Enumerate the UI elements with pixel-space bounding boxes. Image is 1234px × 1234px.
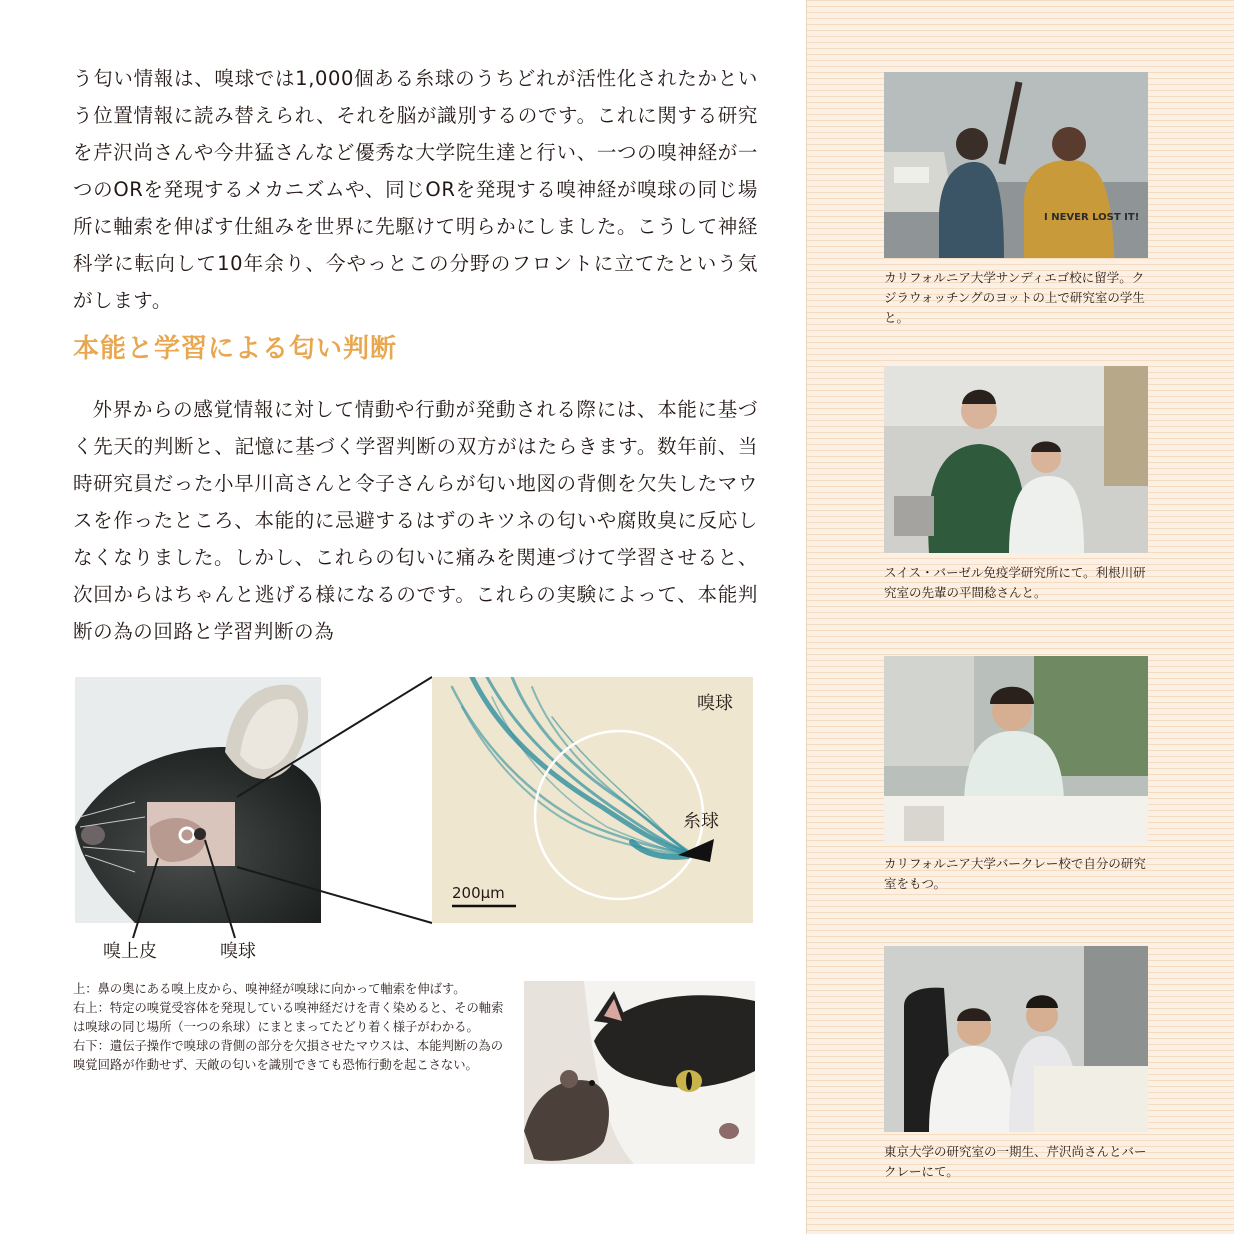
inset-label-glomerulus: 糸球 (683, 811, 719, 832)
sidebar-caption-3: カリフォルニア大学バークレー校で自分の研究室をもつ。 (884, 856, 1146, 891)
section-heading: 本能と学習による匂い判断 (73, 334, 398, 364)
sidebar-caption-4: 東京大学の研究室の一期生、芹沢尚さんとバークレーにて。 (884, 1144, 1147, 1179)
inset-label-bulb: 嗅球 (697, 693, 733, 714)
sidebar-photo-yacht (884, 72, 1148, 258)
sidebar-photo-berkeley (884, 656, 1148, 844)
caption-top: 上：鼻の奥にある嗅上皮から、嗅神経が嗅球に向かって軸索を伸ばす。 (73, 982, 466, 996)
body-paragraph-2: 外界からの感覚情報に対して情動や行動が発動される際には、本能に基づく先天的判断と、記憶に基づく学習判断の双方がはたらきます。数年前、当時研究員だった小早川高さんと令子さんらが匂い地図の背側を欠失したマウスを作ったところ、本能的に忌避するはずのキツネの匂いや腐敗臭に反応しなくなりました。しかし、これらの匂いに痛みを関連づけて学習させると、次回からはちゃんと逃げる様になるのです。これらの実験によって、本能判断の為の回路と学習判断の為 (73, 398, 758, 643)
scale-bar-label: 200μm (452, 884, 505, 902)
sidebar-photo-tokyo (884, 946, 1148, 1132)
label-olfactory-bulb: 嗅球 (220, 941, 256, 962)
cat-and-mouse-photo (524, 981, 755, 1164)
sidebar-caption-2: スイス・バーゼル免疫学研究所にて。利根川研究室の先輩の平間稔さんと。 (884, 565, 1146, 600)
shirt-text: I NEVER LOST IT! (1044, 212, 1140, 223)
figure-caption (73, 980, 513, 1075)
caption-bottom-right: 右下：遺伝子操作で嗅球の背側の部分を欠損させたマウスは、本能判断の為の嗅覚回路が作動せず、天敵の匂いを識別できても恐怖行動を起こさない。 (73, 1039, 504, 1072)
label-olfactory-epithelium: 嗅上皮 (103, 941, 157, 962)
caption-top-right: 右上：特定の嗅覚受容体を発現している嗅神経だけを青く染めると、その軸索は嗅球の同じ場所（一つの糸球）にまとまってたどり着く様子がわかる。 (73, 1001, 504, 1034)
sidebar-caption-1: カリフォルニア大学サンディエゴ校に留学。クジラウォッチングのヨットの上で研究室の学生と。 (884, 270, 1145, 325)
sidebar-photo-basel (884, 366, 1148, 553)
body-paragraph-1: う匂い情報は、嗅球では1,000個ある糸球のうちどれが活性化されたかという位置情報に読み替えられ、それを脳が識別するのです。これに関する研究を芹沢尚さんや今井猛さんなど優秀な大学院生達と行い、一つの嗅神経が一つのORを発現するメカニズムや、同じORを発現する嗅神経が嗅球の同じ場所に軸索を伸ばす仕組みを世界に先駆けて明らかにしました。こうして神経科学に転向して10年余り、今やっとこの分野のフロントに立てたという気がします。 (73, 67, 758, 312)
